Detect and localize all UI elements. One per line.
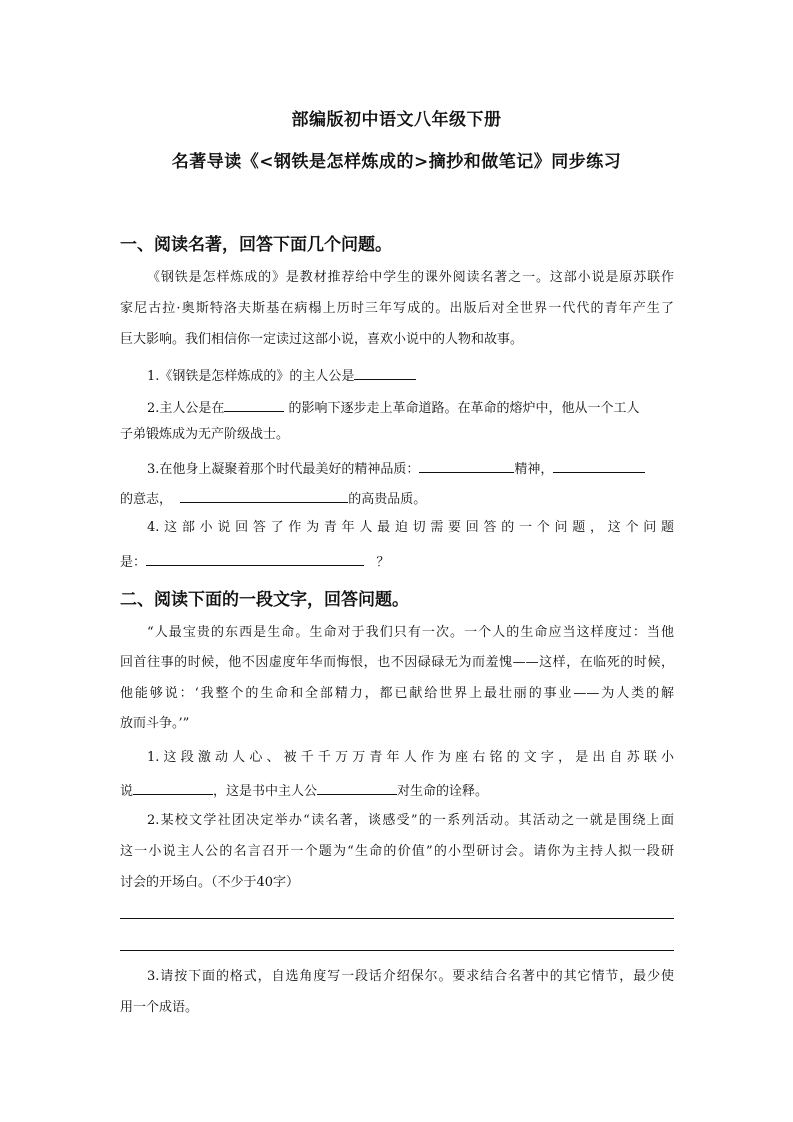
answer-line[interactable] [120,950,674,951]
answer-line[interactable] [120,918,674,919]
answer-blank[interactable] [224,398,284,412]
section1-question-4-cont [120,552,674,569]
quote-line: 他能够说：‘我整个的生命和全部精力，都已献给世界上最壮丽的事业——为人类的解 [120,686,674,701]
section2-question-1: 1.这段激动人心、被千千万万青年人作为座右铭的文字，是出自苏联小 [147,750,674,765]
section1-question-1 [147,366,674,383]
section2-question-2-cont: 讨会的开场白。（不少于40字） [120,875,300,890]
section1-question-2 [147,398,674,415]
section1-question-2-cont: 子弟锻炼成为无产阶级战士。 [120,427,290,442]
section2-question-3: 3.请按下面的格式，自选角度写一段话介绍保尔。要求结合名著中的其它情节，最少使 [147,969,674,984]
question-text: 1.《钢铁是怎样炼成的》的主人公是 [147,369,355,384]
section2-heading: 二、阅读下面的一段文字，回答问题。 [120,590,409,610]
question-text: 的高贵品质。 [348,492,427,507]
section2-question-2-cont: 这一小说主人公的名言召开一个题为“生命的价值”的小型研讨会。请你为主持人拟一段研 [120,844,674,859]
section1-question-4: 4.这部小说回答了作为青年人最迫切需要回答的一个问题，这个问题 [147,520,674,535]
question-text: 2.主人公是在 [147,401,225,416]
answer-blank[interactable] [553,459,645,473]
answer-blank[interactable] [146,552,364,566]
section1-question-3-cont [120,489,674,506]
section1-heading: 一、阅读名著，回答下面几个问题。 [120,235,392,255]
answer-blank[interactable] [419,459,514,473]
section2-question-1-cont [120,781,674,798]
section2-question-2: 2.某校文学社团决定举办“读名著，谈感受”的一系列活动。其活动之一就是围绕上面 [147,813,674,828]
question-text: 3.在他身上凝聚着那个时代最美好的精神品质： [147,462,420,477]
question-text: 是： [120,555,147,570]
section1-intro-line: 巨大影响。我们相信你一定读过这部小说，喜欢小说中的人物和故事。 [120,332,524,347]
section1-intro-line: 家尼古拉·奥斯特洛夫斯基在病榻上历时三年写成的。出版后对全世界一代代的青年产生了 [120,301,674,316]
section1-intro-line: 《钢铁是怎样炼成的》是教材推荐给中学生的课外阅读名著之一。这部小说是原苏联作 [147,270,674,285]
answer-blank[interactable] [317,781,397,795]
quote-line: “人最宝贵的东西是生命。生命对于我们只有一次。一个人的生命应当这样度过：当他 [147,625,674,640]
document-subtitle: 名著导读《<钢铁是怎样炼成的>摘抄和做笔记》同步练习 [171,152,622,172]
answer-blank[interactable] [133,781,213,795]
question-text: 精神， [514,462,554,477]
answer-blank[interactable] [354,366,416,380]
answer-blank[interactable] [180,489,348,503]
quote-line: 回首往事的时候，他不因虚度年华而悔恨，也不因碌碌无为而羞愧——这样，在临死的时候， [120,655,674,670]
section1-question-3 [147,459,674,476]
question-text: 的意志， [120,492,173,507]
quote-line: 放而斗争。’” [120,716,190,731]
section2-question-3-cont: 用一个成语。 [120,1000,199,1015]
question-text: ，这是书中主人公 [213,784,318,799]
document-title: 部编版初中语文八年级下册 [291,110,502,130]
question-text: ？ [376,555,390,570]
question-text: 对生命的诠释。 [397,784,489,799]
question-text: 的影响下逐步走上革命道路。在革命的熔炉中，他从一个工人 [288,401,640,416]
question-text: 说 [120,784,134,799]
